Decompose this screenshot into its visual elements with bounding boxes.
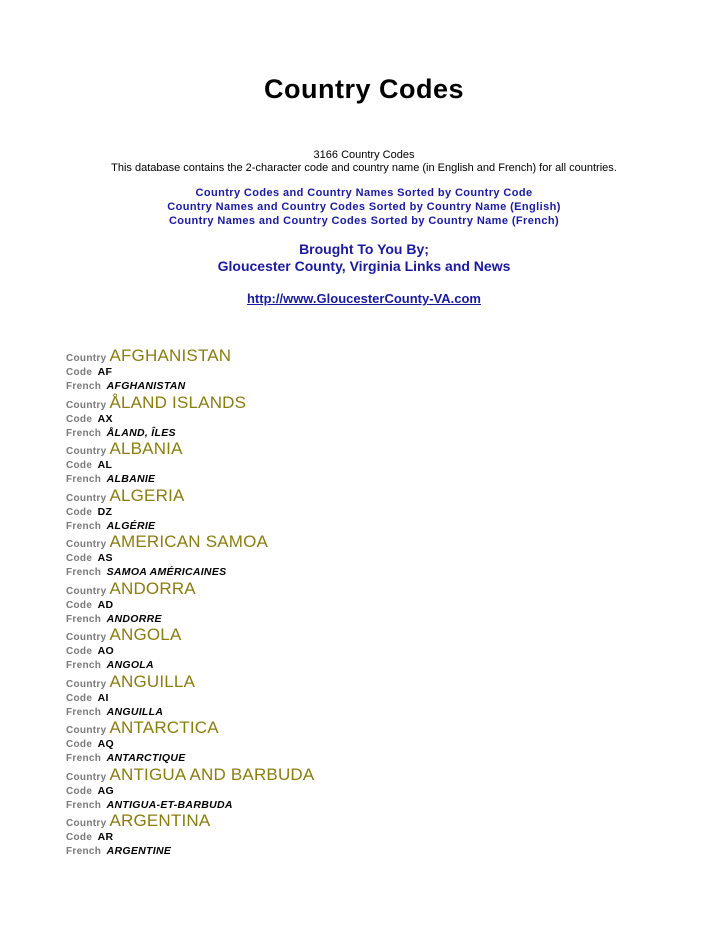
- french-label: French: [66, 520, 102, 532]
- french-name: SAMOA AMÉRICAINES: [106, 566, 227, 578]
- french-label: French: [66, 660, 102, 671]
- french-row: [66, 844, 171, 858]
- country-name: ALGERIA: [109, 485, 185, 505]
- french-label: French: [66, 846, 102, 857]
- country-name: ANGOLA: [109, 625, 182, 644]
- sort-links: [0, 186, 728, 228]
- country-code: AR: [97, 831, 114, 843]
- country-row: [66, 578, 196, 600]
- country-entry: [66, 485, 706, 532]
- country-entry: [66, 438, 706, 485]
- french-label: French: [66, 567, 102, 578]
- country-code: AL: [97, 459, 113, 471]
- country-entry: [66, 671, 706, 718]
- country-name: AFGHANISTAN: [109, 346, 232, 365]
- country-entry: [66, 764, 706, 811]
- country-entry: [66, 531, 706, 578]
- code-label: Code: [66, 646, 93, 657]
- country-label: Country: [66, 399, 107, 411]
- page-title: Country Codes: [263, 74, 464, 104]
- code-label: Code: [66, 832, 93, 843]
- country-code: AQ: [97, 738, 115, 750]
- country-name: ANDORRA: [109, 578, 196, 598]
- country-label: Country: [66, 585, 107, 597]
- sort-by-english-name-link[interactable]: Country Names and Country Codes Sorted by Country Name (English): [167, 201, 561, 213]
- sort-by-code-link[interactable]: Country Codes and Country Names Sorted by Country Code: [195, 187, 533, 199]
- credit-name: Gloucester County, Virginia Links and News: [217, 258, 511, 274]
- french-name: AFGHANISTAN: [106, 380, 186, 392]
- french-label: French: [66, 613, 102, 625]
- country-code: DZ: [97, 505, 113, 518]
- country-entry: [66, 624, 706, 671]
- country-name: ANTARCTICA: [109, 718, 219, 737]
- country-list: [66, 345, 706, 857]
- country-entry: [66, 345, 706, 392]
- country-entry: [66, 810, 706, 857]
- country-name: AMERICAN SAMOA: [109, 532, 269, 551]
- code-label: Code: [66, 739, 93, 750]
- code-label: Code: [66, 692, 93, 704]
- country-entry: [66, 717, 706, 764]
- french-label: French: [66, 799, 102, 811]
- country-entry: [66, 392, 706, 439]
- country-code: AO: [97, 645, 115, 657]
- brought-to-you-by: Brought To You By;: [299, 241, 429, 257]
- country-label: Country: [66, 725, 107, 736]
- french-label: French: [66, 706, 102, 718]
- country-count: 3166 Country Codes: [313, 149, 415, 161]
- code-label: Code: [66, 785, 93, 797]
- credit-url: [0, 290, 728, 308]
- country-code: AI: [97, 691, 109, 704]
- country-name: ARGENTINA: [109, 811, 211, 830]
- code-label: Code: [66, 506, 93, 518]
- country-label: Country: [66, 818, 107, 829]
- sort-by-french-name-link[interactable]: Country Names and Country Codes Sorted by Country Name (French): [168, 215, 560, 227]
- code-label: Code: [66, 460, 93, 471]
- code-label: Code: [66, 367, 93, 378]
- french-name: ANTIGUA-ET-BARBUDA: [106, 798, 233, 811]
- code-label: Code: [66, 553, 93, 564]
- country-name: ANGUILLA: [109, 671, 196, 691]
- country-row: [66, 810, 210, 832]
- country-entry: [66, 578, 706, 625]
- country-row: [66, 717, 219, 739]
- country-code: AG: [97, 784, 115, 797]
- code-row: [66, 644, 114, 658]
- code-row: [66, 830, 113, 844]
- country-label: Country: [66, 632, 107, 643]
- french-label: French: [66, 753, 102, 764]
- country-code: AD: [97, 598, 114, 611]
- french-name: ANGUILLA: [106, 705, 164, 718]
- french-name: ANDORRE: [106, 612, 162, 625]
- country-row: [66, 485, 185, 507]
- country-label: Country: [66, 446, 107, 457]
- country-name: ÅLAND ISLANDS: [109, 392, 247, 412]
- code-label: Code: [66, 413, 93, 425]
- country-row: [66, 624, 182, 646]
- country-row: [66, 345, 231, 367]
- french-name: ANGOLA: [106, 659, 154, 671]
- french-label: French: [66, 474, 102, 485]
- country-label: Country: [66, 353, 107, 364]
- country-label: Country: [66, 539, 107, 550]
- french-label: French: [66, 427, 102, 439]
- country-label: Country: [66, 678, 107, 690]
- country-name: ALBANIA: [109, 439, 183, 458]
- database-description: This database contains the 2-character code and country name (in English and French) for all countries.: [111, 162, 617, 174]
- country-row: [66, 671, 195, 693]
- country-row: [66, 764, 314, 786]
- country-code: AX: [97, 412, 113, 425]
- website-link[interactable]: http://www.GloucesterCounty-VA.com: [246, 291, 481, 306]
- code-row: [66, 737, 114, 751]
- code-label: Code: [66, 599, 93, 611]
- country-label: Country: [66, 771, 107, 783]
- country-code: AS: [97, 552, 113, 564]
- french-name: ANTARCTIQUE: [106, 752, 186, 764]
- code-row: [66, 784, 114, 798]
- country-label: Country: [66, 492, 107, 504]
- french-name: ÅLAND, ÎLES: [106, 426, 176, 439]
- french-name: ALBANIE: [106, 473, 156, 485]
- country-row: [66, 438, 183, 460]
- country-name: ANTIGUA AND BARBUDA: [109, 764, 315, 784]
- code-row: [66, 598, 113, 612]
- french-label: French: [66, 381, 102, 392]
- french-name: ARGENTINE: [106, 845, 172, 857]
- country-code: AF: [97, 366, 113, 378]
- french-name: ALGÉRIE: [106, 519, 156, 532]
